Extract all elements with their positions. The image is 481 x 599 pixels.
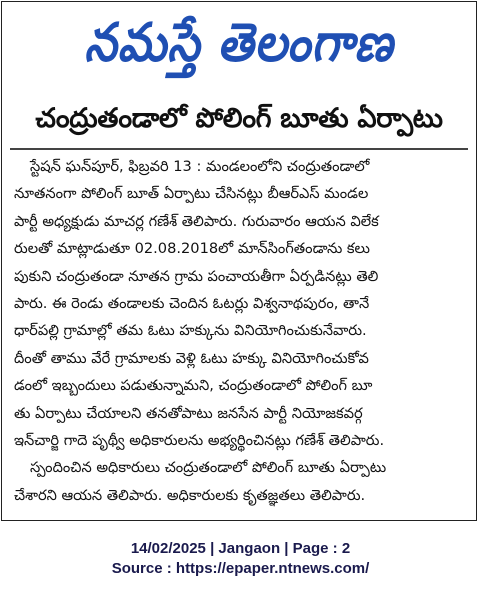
- clipping-meta: 14/02/2025 | Jangaon | Page : 2: [130, 540, 351, 557]
- body-line: నూతనంగా పోలింగ్ బూత్ ఏర్పాటు చేసినట్లు బీఆర్ఎస్ మండల: [14, 185, 369, 203]
- body-line: పుకుని చంద్రుతండా నూతన గ్రామ పంచాయతీగా ఏర్పడినట్లు తెలి: [14, 267, 379, 285]
- body-line: డంలో ఇబ్బందులు పడుతున్నామని, చంద్రుతండాలో పోలింగ్ బూ: [14, 377, 373, 395]
- body-line: ఇన్‌చార్జి గాదె పృథ్వీ అధికారులను అభ్యర్థించినట్లు గణేశ్ తెలిపారు.: [14, 431, 385, 449]
- body-line: చేశారని ఆయన తెలిపారు. అధికారులకు కృతజ్ఞతలు తెలిపారు.: [14, 486, 366, 504]
- body-line: తు ఏర్పాటు చేయాలని తనతోపాటు జనసేన పార్టీ నియోజకవర్గ: [14, 404, 363, 422]
- body-line: దీంతో తాము వేరే గ్రామాలకు వెళ్లి ఓటు హక్కు వినియోగించుకోవ: [14, 349, 369, 367]
- article-headline: [10, 100, 468, 144]
- body-line: పారు. ఈ రెండు తండాలకు చెందిన ఓటర్లు విశ్వనాథపురం, తానే: [14, 294, 370, 312]
- body-line: పార్టీ అధ్యక్షుడు మాచర్ల గణేశ్ తెలిపారు. గురువారం ఆయన విలేక: [14, 212, 379, 230]
- headline-text: చంద్రుతండాలో పోలింగ్ బూతు ఏర్పాటు: [35, 103, 443, 134]
- body-line: స్పందించిన అధికారులు చంద్రుతండాలో పోలింగ్ బూతు ఏర్పాటు: [30, 459, 387, 477]
- masthead-title: నమస్తే తెలంగాణ: [84, 10, 394, 74]
- article-body: [14, 153, 462, 509]
- body-line: రులతో మాట్లాడుతూ 02.08.2018లో మాన్‌సింగ్‌తండాను కలు: [14, 240, 370, 258]
- clipping-frame: [1, 1, 477, 521]
- body-line: స్టేషన్ ఘన్‌పూర్, ఫిబ్రవరి 13 : మండలంలోని చంద్రుతండాలో: [30, 158, 370, 175]
- clipping-source: Source : https://epaper.ntnews.com/: [111, 560, 370, 577]
- newspaper-masthead: [2, 2, 476, 82]
- headline-divider: [10, 148, 468, 150]
- body-line: ధార్‌పల్లి గ్రామాల్లో తమ ఓటు హక్కును వినియోగించుకునేవారు.: [14, 322, 367, 340]
